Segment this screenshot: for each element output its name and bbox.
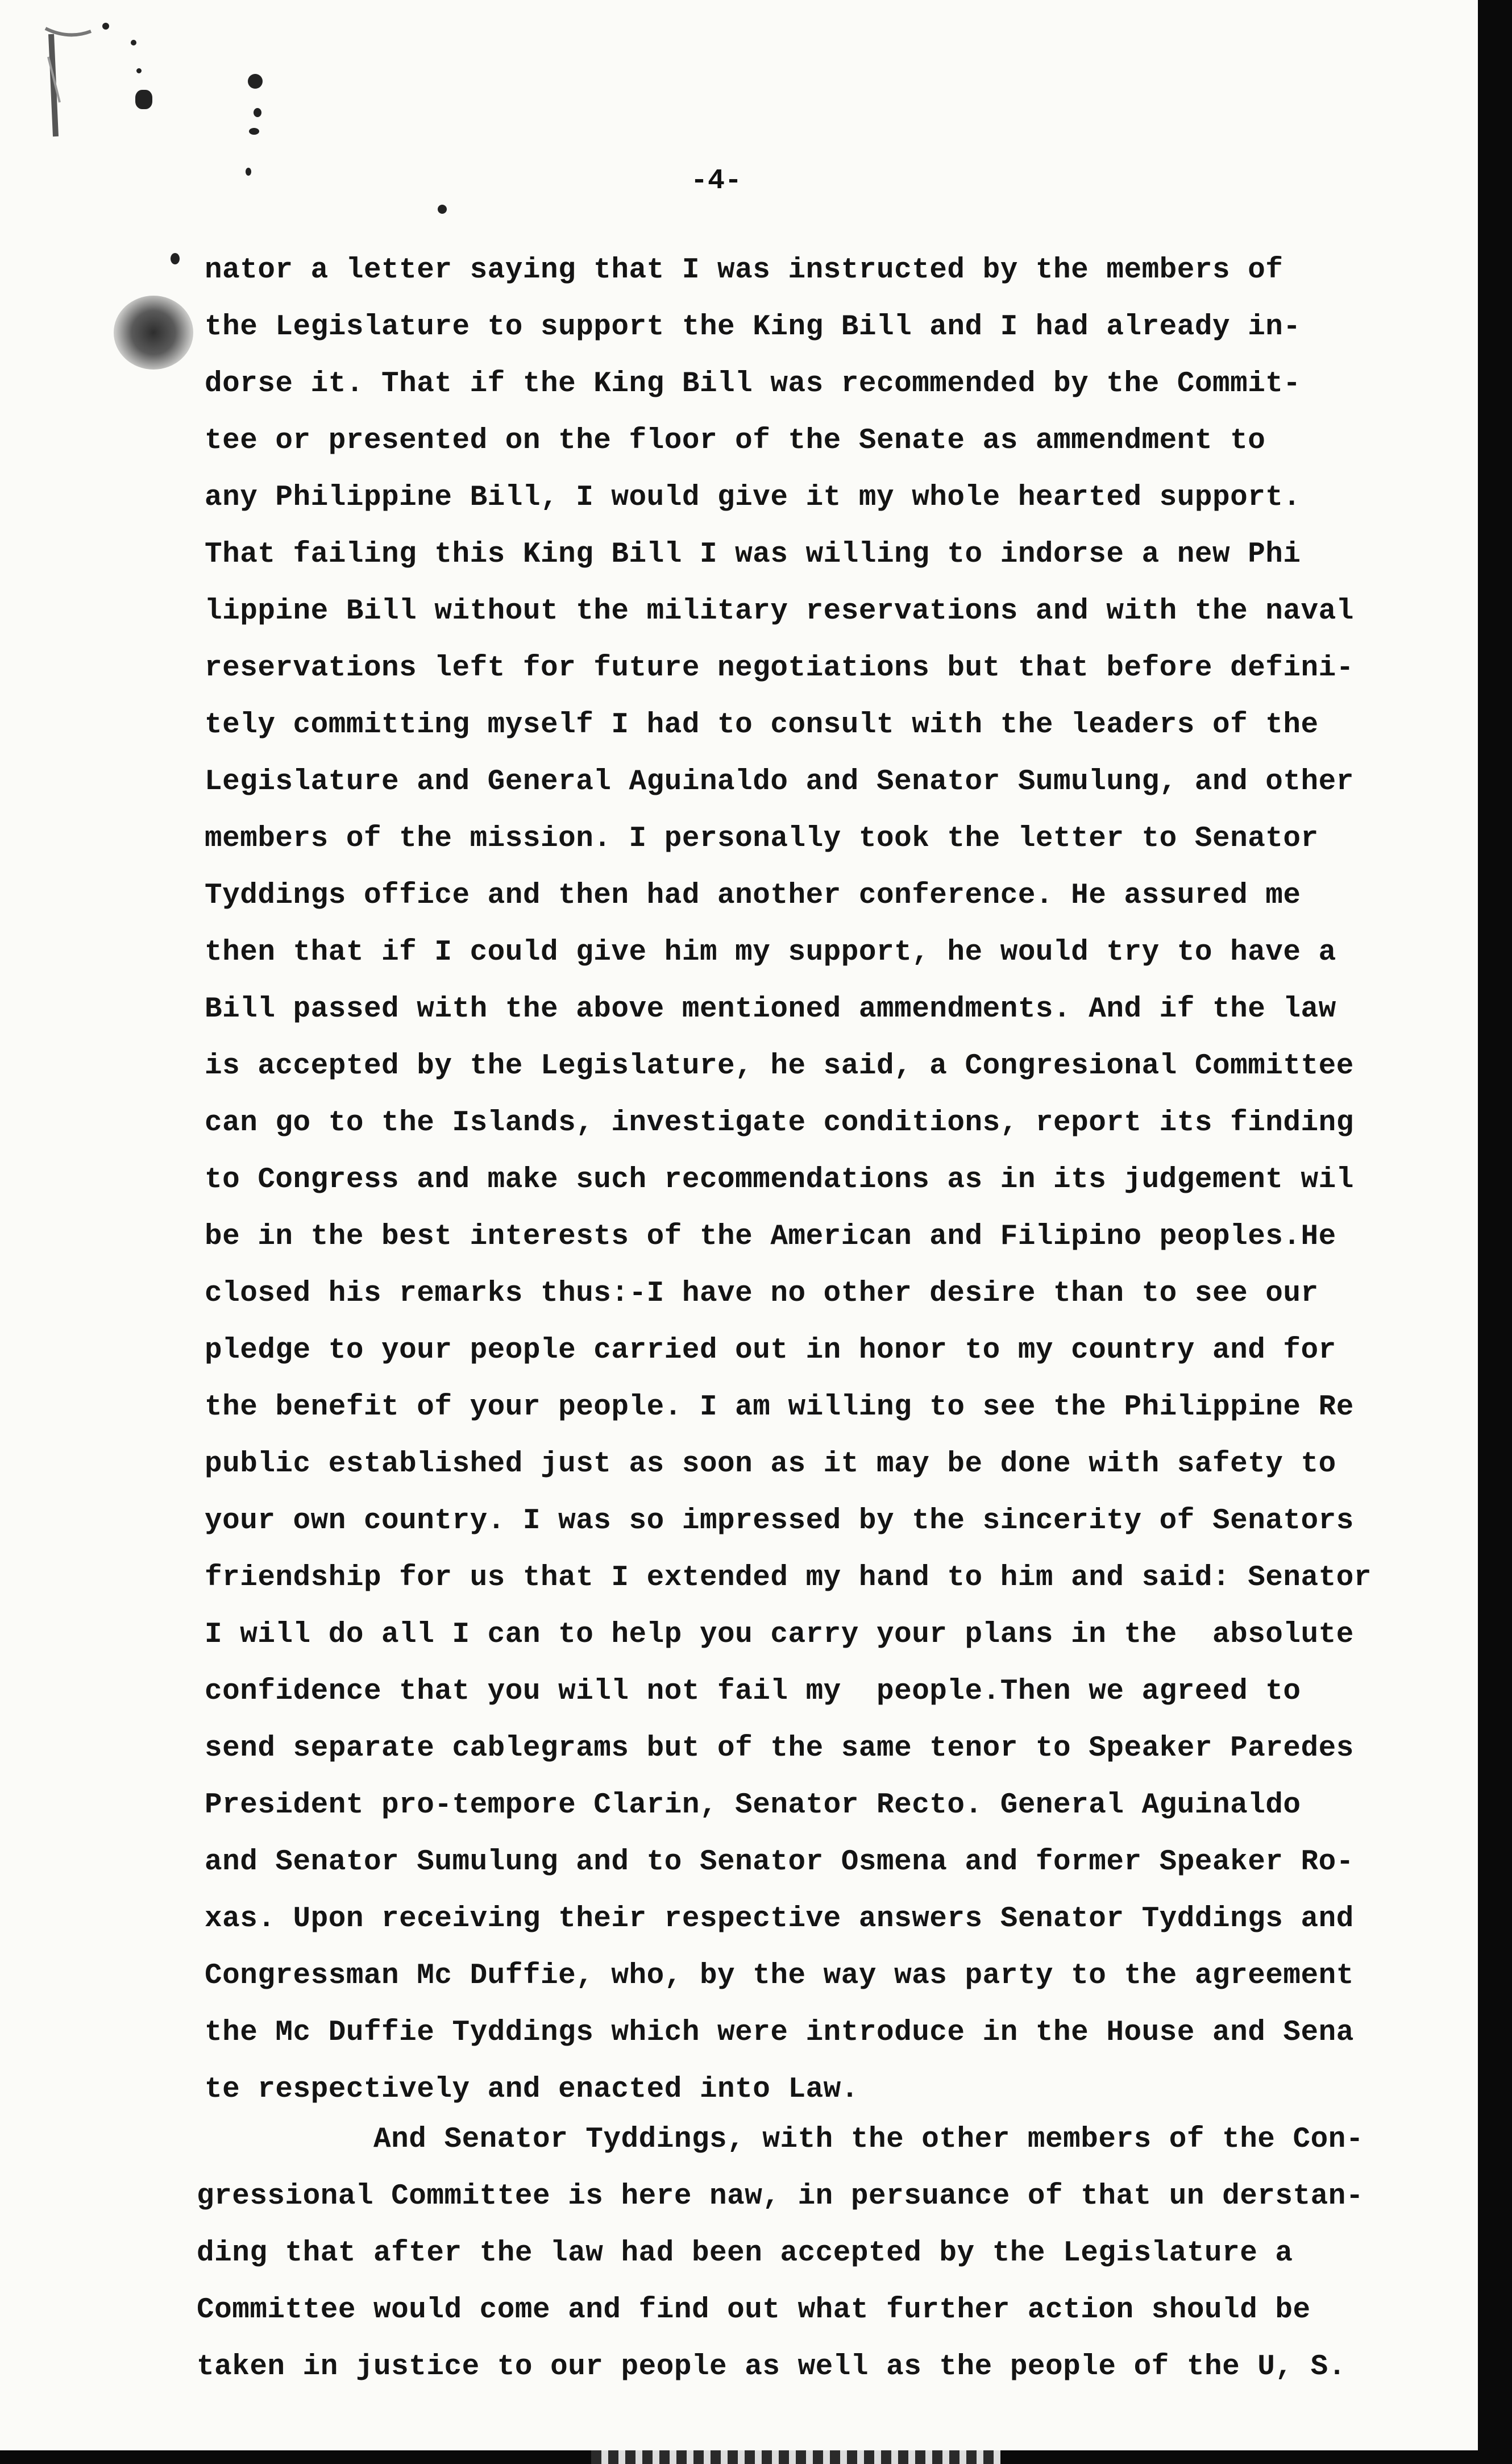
text-line: lippine Bill without the military reservations and with the naval: [205, 595, 1354, 628]
text-line: Legislature and General Aguinaldo and Senator Sumulung, and other: [205, 766, 1354, 798]
text-line: dorse it. That if the King Bill was recommended by the Commit-: [205, 368, 1301, 400]
film-strip: [591, 2450, 1000, 2464]
corner-ink-marks: [34, 23, 102, 148]
paragraph-2: [197, 2112, 1364, 2396]
text-line: tely committing myself I had to consult with the leaders of the: [205, 709, 1319, 741]
ink-speck: [171, 253, 180, 264]
text-line: President pro-tempore Clarin, Senator Recto. General Aguinaldo: [205, 1789, 1301, 1822]
text-line: confidence that you will not fail my people.Then we agreed to: [205, 1675, 1301, 1708]
ink-speck: [135, 90, 152, 109]
paragraph-1: [205, 242, 1372, 2118]
text-line: closed his remarks thus:-I have no other desire than to see our: [205, 1277, 1319, 1310]
text-line: to Congress and make such recommendations as in its judgement wil: [205, 1164, 1354, 1196]
text-line: Tyddings office and then had another conference. He assured me: [205, 880, 1301, 912]
text-line: is accepted by the Legislature, he said, a Congresional Committee: [205, 1050, 1354, 1082]
text-line: public established just as soon as it may be done with safety to: [205, 1448, 1336, 1480]
ink-speck: [249, 128, 259, 135]
text-line: then that if I could give him my support, he would try to have a: [205, 936, 1336, 969]
text-line: te respectively and enacted into Law.: [205, 2073, 859, 2106]
text-line: pledge to your people carried out in honor to my country and for: [205, 1334, 1336, 1367]
text-line: ding that after the law had been accepted by the Legislature a: [197, 2237, 1293, 2270]
text-line: your own country. I was so impressed by the sincerity of Senators: [205, 1505, 1354, 1537]
ink-speck: [254, 108, 261, 117]
text-line: the Legislature to support the King Bill and I had already in-: [205, 311, 1301, 343]
text-line: And Senator Tyddings, with the other members of the Con-: [197, 2123, 1364, 2156]
ink-speck: [438, 205, 447, 214]
text-line: members of the mission. I personally took the letter to Senator: [205, 823, 1319, 855]
text-line: be in the best interests of the American and Filipino peoples.He: [205, 1221, 1336, 1253]
text-line: friendship for us that I extended my hand to him and said: Senator: [205, 1562, 1372, 1594]
ink-smudge: [114, 296, 193, 370]
text-line: Bill passed with the above mentioned ammendments. And if the law: [205, 993, 1336, 1026]
text-line: and Senator Sumulung and to Senator Osmena and former Speaker Ro-: [205, 1846, 1354, 1878]
text-line: I will do all I can to help you carry your plans in the absolute: [205, 1619, 1354, 1651]
scan-border-right: [1478, 0, 1512, 2464]
ink-speck: [131, 40, 136, 45]
text-line: can go to the Islands, investigate conditions, report its finding: [205, 1107, 1354, 1139]
text-line: Congressman Mc Duffie, who, by the way was party to the agreement: [205, 1960, 1354, 1992]
text-line: taken in justice to our people as well as the people of the U, S.: [197, 2351, 1346, 2383]
text-line: Committee would come and find out what further action should be: [197, 2294, 1311, 2326]
text-line: xas. Upon receiving their respective answers Senator Tyddings and: [205, 1903, 1354, 1935]
ink-speck: [136, 68, 142, 73]
text-line: any Philippine Bill, I would give it my whole hearted support.: [205, 482, 1301, 514]
text-line: That failing this King Bill I was willing to indorse a new Phi: [205, 538, 1301, 571]
ink-speck: [248, 74, 263, 89]
ink-speck: [102, 23, 109, 30]
text-line: tee or presented on the floor of the Senate as ammendment to: [205, 425, 1266, 457]
text-line: the benefit of your people. I am willing to see the Philippine Re: [205, 1391, 1354, 1424]
ink-speck: [246, 168, 251, 176]
page-number: -4-: [690, 165, 742, 197]
text-line: the Mc Duffie Tyddings which were introduce in the House and Sena: [205, 2017, 1354, 2049]
text-line: nator a letter saying that I was instructed by the members of: [205, 254, 1283, 287]
text-line: send separate cablegrams but of the same tenor to Speaker Paredes: [205, 1732, 1354, 1765]
text-line: gressional Committee is here naw, in persuance of that un derstan-: [197, 2180, 1364, 2213]
text-line: reservations left for future negotiations but that before defini-: [205, 652, 1354, 685]
